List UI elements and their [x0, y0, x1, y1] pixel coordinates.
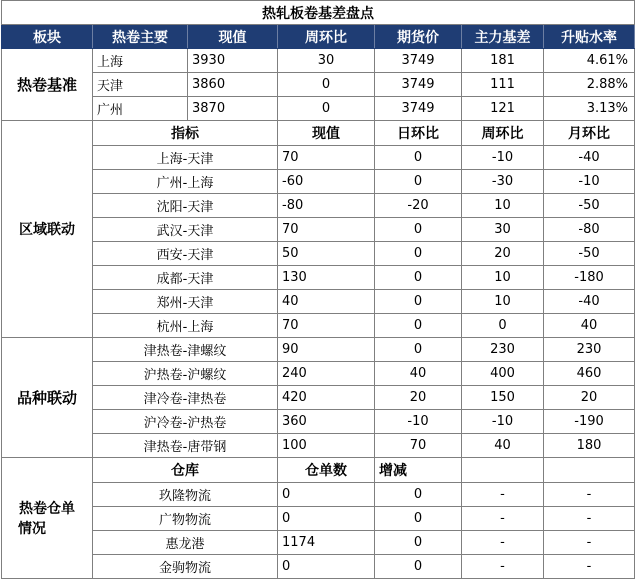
table-row: [2, 49, 635, 73]
dash-cell: -: [544, 555, 635, 579]
wow-cell: 40: [462, 434, 544, 458]
table-row: [2, 194, 635, 218]
value-cell: 50: [278, 242, 375, 266]
wow-cell: -10: [462, 410, 544, 434]
subheader-cell: 仓库: [93, 458, 278, 483]
value-cell: 70: [278, 146, 375, 170]
value-cell: -80: [278, 194, 375, 218]
change-cell: 0: [375, 555, 462, 579]
basis-cell: 111: [462, 73, 544, 97]
value-cell: 90: [278, 338, 375, 362]
header-cell: 周环比: [278, 25, 375, 49]
futures-cell: 3749: [375, 73, 462, 97]
count-cell: 0: [278, 483, 375, 507]
value-cell: 70: [278, 314, 375, 338]
dod-cell: 0: [375, 218, 462, 242]
section-warehouse-line1: 热卷仓单: [19, 501, 75, 517]
value-cell: 240: [278, 362, 375, 386]
indicator-cell: 沪冷卷-沪热卷: [93, 410, 278, 434]
rate-cell: 4.61%: [544, 49, 635, 73]
mom-cell: -180: [544, 266, 635, 290]
table-row: [2, 555, 635, 579]
dod-cell: 0: [375, 290, 462, 314]
warehouse-name-cell: 金驹物流: [93, 555, 278, 579]
mom-cell: -50: [544, 194, 635, 218]
wow-cell: 150: [462, 386, 544, 410]
indicator-cell: 津冷卷-津热卷: [93, 386, 278, 410]
value-cell: 360: [278, 410, 375, 434]
dod-cell: 70: [375, 434, 462, 458]
wow-cell: -30: [462, 170, 544, 194]
warehouse-name-cell: 玖隆物流: [93, 483, 278, 507]
dod-cell: 40: [375, 362, 462, 386]
value-cell: 70: [278, 218, 375, 242]
header-cell: 板块: [2, 25, 93, 49]
table-row: [2, 73, 635, 97]
city-cell: 天津: [93, 73, 188, 97]
warehouse-name-cell: 广物物流: [93, 507, 278, 531]
count-cell: 1174: [278, 531, 375, 555]
value-cell: 3930: [188, 49, 278, 73]
wow-cell: 0: [462, 314, 544, 338]
subheader-cell: 仓单数: [278, 458, 375, 483]
dash-cell: -: [462, 531, 544, 555]
mom-cell: -40: [544, 146, 635, 170]
header-cell: 升贴水率: [544, 25, 635, 49]
mom-cell: -10: [544, 170, 635, 194]
indicator-cell: 杭州-上海: [93, 314, 278, 338]
table-row: [2, 314, 635, 338]
section-warehouse-line2: 情况: [18, 521, 46, 537]
wow-cell: 20: [462, 242, 544, 266]
subheader-cell: 日环比: [375, 121, 462, 146]
table-row: [2, 531, 635, 555]
wow-cell: 0: [278, 97, 375, 121]
change-cell: 0: [375, 531, 462, 555]
wow-cell: 10: [462, 194, 544, 218]
regional-subheader-row: [2, 121, 635, 146]
header-cell: 主力基差: [462, 25, 544, 49]
dod-cell: 0: [375, 146, 462, 170]
value-cell: 420: [278, 386, 375, 410]
rate-cell: 3.13%: [544, 97, 635, 121]
mom-cell: -80: [544, 218, 635, 242]
dash-cell: -: [544, 531, 635, 555]
indicator-cell: 郑州-天津: [93, 290, 278, 314]
table-row: [2, 97, 635, 121]
basis-cell: 121: [462, 97, 544, 121]
dash-cell: -: [544, 483, 635, 507]
rate-cell: 2.88%: [544, 73, 635, 97]
mom-cell: -50: [544, 242, 635, 266]
indicator-cell: 上海-天津: [93, 146, 278, 170]
mom-cell: 20: [544, 386, 635, 410]
count-cell: 0: [278, 555, 375, 579]
dod-cell: 0: [375, 170, 462, 194]
wow-cell: -10: [462, 146, 544, 170]
indicator-cell: 西安-天津: [93, 242, 278, 266]
count-cell: 0: [278, 507, 375, 531]
indicator-cell: 武汉-天津: [93, 218, 278, 242]
dash-cell: -: [462, 555, 544, 579]
table-row: [2, 386, 635, 410]
table-row: [2, 338, 635, 362]
value-cell: 130: [278, 266, 375, 290]
section-regional: 区域联动: [2, 121, 93, 338]
indicator-cell: 成都-天津: [93, 266, 278, 290]
header-row: [2, 25, 635, 49]
value-cell: 3870: [188, 97, 278, 121]
indicator-cell: 津热卷-唐带钢: [93, 434, 278, 458]
header-cell: 现值: [188, 25, 278, 49]
section-variety: 品种联动: [2, 338, 93, 458]
indicator-cell: 沪热卷-沪螺纹: [93, 362, 278, 386]
indicator-cell: 沈阳-天津: [93, 194, 278, 218]
wow-cell: 30: [462, 218, 544, 242]
mom-cell: 460: [544, 362, 635, 386]
table-row: [2, 242, 635, 266]
header-cell: 期货价: [375, 25, 462, 49]
dash-cell: -: [462, 483, 544, 507]
dod-cell: 0: [375, 242, 462, 266]
mom-cell: 40: [544, 314, 635, 338]
dod-cell: -10: [375, 410, 462, 434]
table-row: [2, 290, 635, 314]
dash-cell: -: [544, 507, 635, 531]
mom-cell: 230: [544, 338, 635, 362]
subheader-cell: 增减: [375, 458, 462, 483]
table-row: [2, 410, 635, 434]
table-title: 热轧板卷基差盘点: [2, 1, 635, 25]
basis-cell: 181: [462, 49, 544, 73]
change-cell: 0: [375, 507, 462, 531]
subheader-cell: 周环比: [462, 121, 544, 146]
futures-cell: 3749: [375, 97, 462, 121]
indicator-cell: 广州-上海: [93, 170, 278, 194]
value-cell: 100: [278, 434, 375, 458]
table-row: [2, 266, 635, 290]
dod-cell: -20: [375, 194, 462, 218]
empty-cell: [544, 458, 635, 483]
dod-cell: 0: [375, 338, 462, 362]
indicator-cell: 津热卷-津螺纹: [93, 338, 278, 362]
wow-cell: 10: [462, 290, 544, 314]
value-cell: 3860: [188, 73, 278, 97]
table-row: [2, 483, 635, 507]
table-row: [2, 170, 635, 194]
section-warehouse: [2, 458, 93, 579]
warehouse-name-cell: 惠龙港: [93, 531, 278, 555]
wow-cell: 230: [462, 338, 544, 362]
change-cell: 0: [375, 483, 462, 507]
mom-cell: -190: [544, 410, 635, 434]
city-cell: 广州: [93, 97, 188, 121]
wow-cell: 30: [278, 49, 375, 73]
section-basis: 热卷基准: [2, 49, 93, 121]
empty-cell: [462, 458, 544, 483]
table-row: [2, 434, 635, 458]
city-cell: 上海: [93, 49, 188, 73]
futures-cell: 3749: [375, 49, 462, 73]
wow-cell: 0: [278, 73, 375, 97]
table-row: [2, 218, 635, 242]
mom-cell: -40: [544, 290, 635, 314]
warehouse-subheader-row: [2, 458, 635, 483]
dod-cell: 0: [375, 314, 462, 338]
dod-cell: 0: [375, 266, 462, 290]
basis-table: [1, 0, 635, 579]
subheader-cell: 现值: [278, 121, 375, 146]
wow-cell: 400: [462, 362, 544, 386]
mom-cell: 180: [544, 434, 635, 458]
value-cell: 40: [278, 290, 375, 314]
wow-cell: 10: [462, 266, 544, 290]
subheader-cell: 月环比: [544, 121, 635, 146]
value-cell: -60: [278, 170, 375, 194]
header-cell: 热卷主要: [93, 25, 188, 49]
dash-cell: -: [462, 507, 544, 531]
table-row: [2, 146, 635, 170]
dod-cell: 20: [375, 386, 462, 410]
table-row: [2, 362, 635, 386]
table-row: [2, 507, 635, 531]
subheader-cell: 指标: [93, 121, 278, 146]
